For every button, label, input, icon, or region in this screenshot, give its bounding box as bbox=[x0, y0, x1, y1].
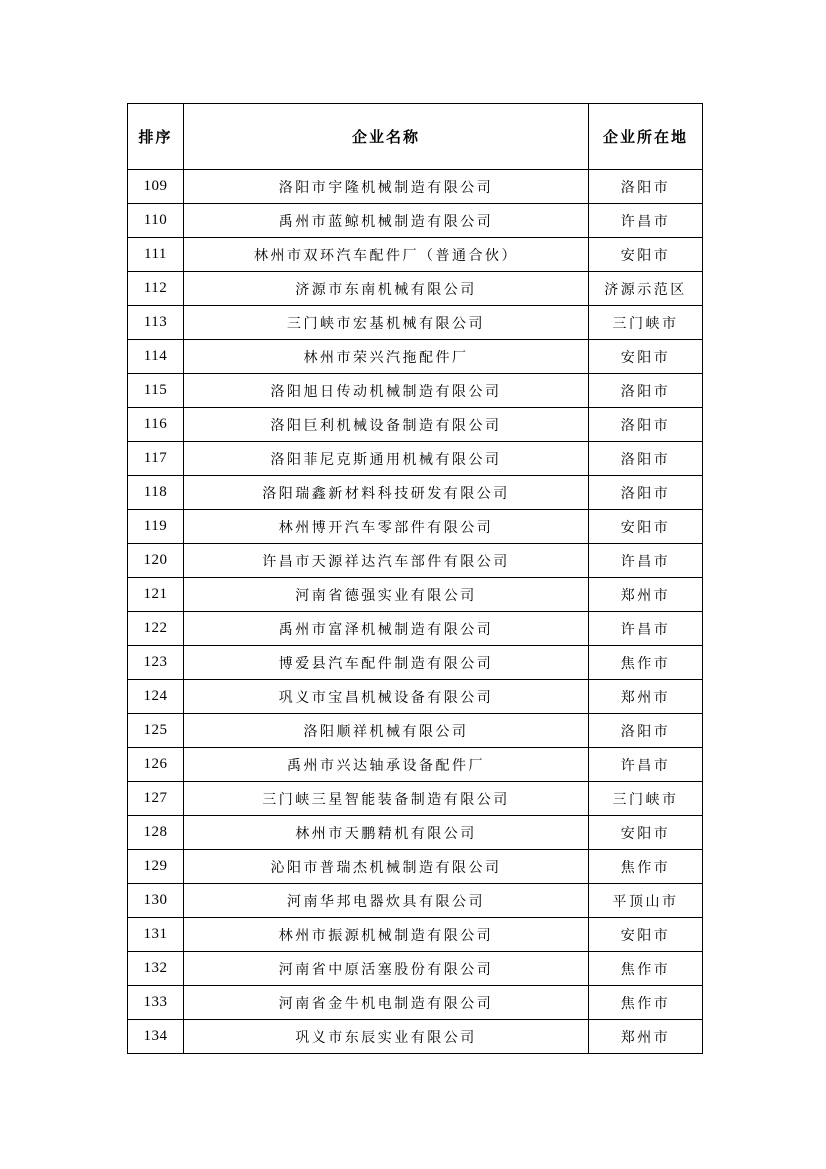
city-cell: 许昌市 bbox=[589, 544, 703, 578]
company-name-cell: 河南省金牛机电制造有限公司 bbox=[184, 986, 589, 1020]
header-rank: 排序 bbox=[128, 104, 184, 170]
table-row bbox=[128, 748, 703, 782]
table-row bbox=[128, 578, 703, 612]
rank-cell: 111 bbox=[128, 238, 184, 272]
city-cell: 三门峡市 bbox=[589, 782, 703, 816]
city-cell: 郑州市 bbox=[589, 578, 703, 612]
rank-cell: 123 bbox=[128, 646, 184, 680]
city-cell: 焦作市 bbox=[589, 986, 703, 1020]
table-row bbox=[128, 408, 703, 442]
table-row bbox=[128, 544, 703, 578]
table-row bbox=[128, 918, 703, 952]
rank-cell: 131 bbox=[128, 918, 184, 952]
city-cell: 郑州市 bbox=[589, 1020, 703, 1054]
city-cell: 洛阳市 bbox=[589, 714, 703, 748]
rank-cell: 124 bbox=[128, 680, 184, 714]
table-row bbox=[128, 170, 703, 204]
rank-cell: 121 bbox=[128, 578, 184, 612]
rank-cell: 117 bbox=[128, 442, 184, 476]
company-name-cell: 禹州市蓝鲸机械制造有限公司 bbox=[184, 204, 589, 238]
rank-cell: 129 bbox=[128, 850, 184, 884]
company-name-cell: 济源市东南机械有限公司 bbox=[184, 272, 589, 306]
city-cell: 平顶山市 bbox=[589, 884, 703, 918]
rank-cell: 132 bbox=[128, 952, 184, 986]
table-row bbox=[128, 680, 703, 714]
rank-cell: 126 bbox=[128, 748, 184, 782]
company-name-cell: 洛阳旭日传动机械制造有限公司 bbox=[184, 374, 589, 408]
company-name-cell: 博爱县汽车配件制造有限公司 bbox=[184, 646, 589, 680]
city-cell: 洛阳市 bbox=[589, 476, 703, 510]
rank-cell: 127 bbox=[128, 782, 184, 816]
table-row bbox=[128, 714, 703, 748]
rank-cell: 119 bbox=[128, 510, 184, 544]
table-row bbox=[128, 646, 703, 680]
city-cell: 郑州市 bbox=[589, 680, 703, 714]
table-row bbox=[128, 442, 703, 476]
city-cell: 三门峡市 bbox=[589, 306, 703, 340]
table-row bbox=[128, 612, 703, 646]
rank-cell: 114 bbox=[128, 340, 184, 374]
company-name-cell: 洛阳顺祥机械有限公司 bbox=[184, 714, 589, 748]
city-cell: 洛阳市 bbox=[589, 170, 703, 204]
city-cell: 许昌市 bbox=[589, 748, 703, 782]
city-cell: 安阳市 bbox=[589, 238, 703, 272]
rank-cell: 113 bbox=[128, 306, 184, 340]
city-cell: 洛阳市 bbox=[589, 374, 703, 408]
table-row bbox=[128, 952, 703, 986]
company-name-cell: 林州市荣兴汽拖配件厂 bbox=[184, 340, 589, 374]
city-cell: 洛阳市 bbox=[589, 442, 703, 476]
company-name-cell: 洛阳菲尼克斯通用机械有限公司 bbox=[184, 442, 589, 476]
company-name-cell: 林州市振源机械制造有限公司 bbox=[184, 918, 589, 952]
company-name-cell: 河南华邦电器炊具有限公司 bbox=[184, 884, 589, 918]
city-cell: 安阳市 bbox=[589, 510, 703, 544]
rank-cell: 109 bbox=[128, 170, 184, 204]
header-location: 企业所在地 bbox=[589, 104, 703, 170]
rank-cell: 118 bbox=[128, 476, 184, 510]
rank-cell: 128 bbox=[128, 816, 184, 850]
header-row bbox=[128, 104, 703, 170]
city-cell: 安阳市 bbox=[589, 340, 703, 374]
company-name-cell: 巩义市东辰实业有限公司 bbox=[184, 1020, 589, 1054]
rank-cell: 115 bbox=[128, 374, 184, 408]
table-row bbox=[128, 986, 703, 1020]
company-name-cell: 许昌市天源祥达汽车部件有限公司 bbox=[184, 544, 589, 578]
city-cell: 许昌市 bbox=[589, 612, 703, 646]
company-name-cell: 沁阳市普瑞杰机械制造有限公司 bbox=[184, 850, 589, 884]
rank-cell: 120 bbox=[128, 544, 184, 578]
table-row bbox=[128, 476, 703, 510]
rank-cell: 130 bbox=[128, 884, 184, 918]
table-row bbox=[128, 1020, 703, 1054]
table-row bbox=[128, 238, 703, 272]
rank-cell: 134 bbox=[128, 1020, 184, 1054]
city-cell: 安阳市 bbox=[589, 918, 703, 952]
company-name-cell: 巩义市宝昌机械设备有限公司 bbox=[184, 680, 589, 714]
city-cell: 焦作市 bbox=[589, 850, 703, 884]
enterprise-table bbox=[127, 103, 703, 1054]
table-row bbox=[128, 884, 703, 918]
table-row bbox=[128, 816, 703, 850]
company-name-cell: 三门峡市宏基机械有限公司 bbox=[184, 306, 589, 340]
rank-cell: 122 bbox=[128, 612, 184, 646]
table-body bbox=[128, 170, 703, 1054]
table-row bbox=[128, 340, 703, 374]
company-name-cell: 河南省中原活塞股份有限公司 bbox=[184, 952, 589, 986]
company-name-cell: 禹州市富泽机械制造有限公司 bbox=[184, 612, 589, 646]
rank-cell: 112 bbox=[128, 272, 184, 306]
city-cell: 济源示范区 bbox=[589, 272, 703, 306]
table-row bbox=[128, 306, 703, 340]
company-name-cell: 洛阳瑞鑫新材料科技研发有限公司 bbox=[184, 476, 589, 510]
rank-cell: 116 bbox=[128, 408, 184, 442]
company-name-cell: 洛阳市宇隆机械制造有限公司 bbox=[184, 170, 589, 204]
city-cell: 焦作市 bbox=[589, 646, 703, 680]
table-row bbox=[128, 272, 703, 306]
city-cell: 焦作市 bbox=[589, 952, 703, 986]
table-header bbox=[128, 104, 703, 170]
company-name-cell: 三门峡三星智能装备制造有限公司 bbox=[184, 782, 589, 816]
company-name-cell: 林州市双环汽车配件厂（普通合伙） bbox=[184, 238, 589, 272]
table-row bbox=[128, 204, 703, 238]
company-name-cell: 河南省德强实业有限公司 bbox=[184, 578, 589, 612]
company-name-cell: 林州博开汽车零部件有限公司 bbox=[184, 510, 589, 544]
rank-cell: 110 bbox=[128, 204, 184, 238]
company-name-cell: 禹州市兴达轴承设备配件厂 bbox=[184, 748, 589, 782]
company-name-cell: 洛阳巨利机械设备制造有限公司 bbox=[184, 408, 589, 442]
table-row bbox=[128, 850, 703, 884]
table-row bbox=[128, 510, 703, 544]
rank-cell: 125 bbox=[128, 714, 184, 748]
city-cell: 洛阳市 bbox=[589, 408, 703, 442]
rank-cell: 133 bbox=[128, 986, 184, 1020]
header-company-name: 企业名称 bbox=[184, 104, 589, 170]
city-cell: 安阳市 bbox=[589, 816, 703, 850]
city-cell: 许昌市 bbox=[589, 204, 703, 238]
company-name-cell: 林州市天鹏精机有限公司 bbox=[184, 816, 589, 850]
table-row bbox=[128, 374, 703, 408]
table-row bbox=[128, 782, 703, 816]
